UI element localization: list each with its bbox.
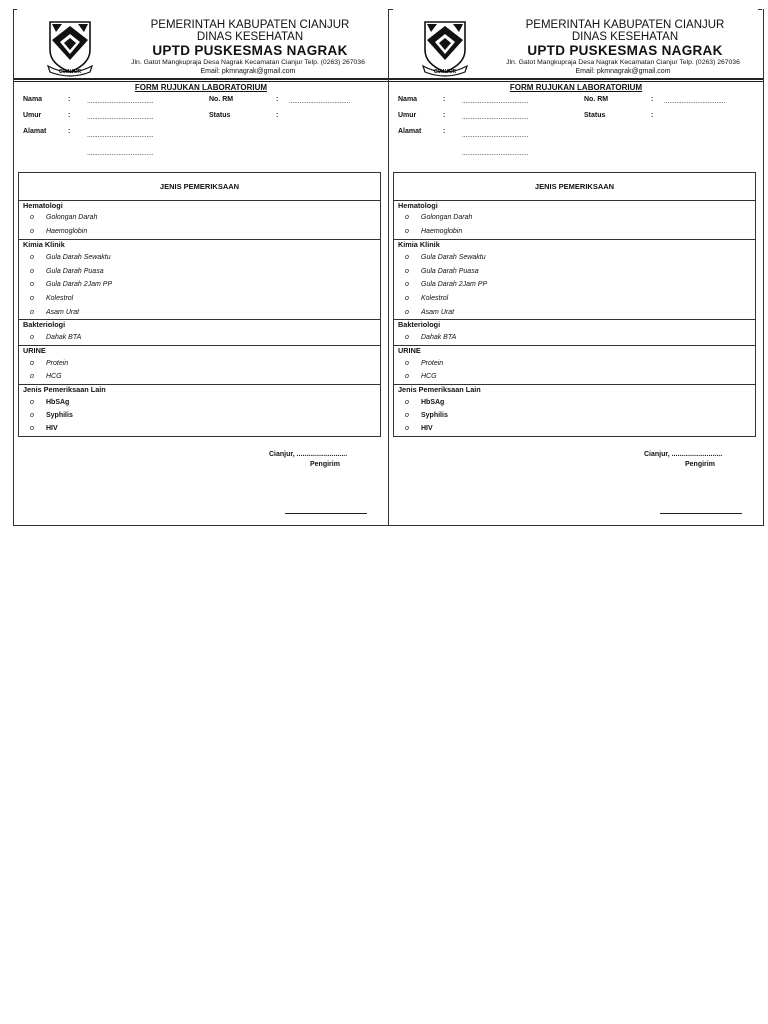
list-item: o Kolestrol (30, 295, 74, 302)
list-item: o HIV (405, 425, 433, 432)
section-hematologi: Hematologi (398, 201, 438, 210)
signature-line (660, 513, 742, 514)
list-item: o Asam Urat (405, 309, 455, 316)
signature-place-date: Cianjur, .......................... (269, 451, 348, 458)
field-alamat-blank: ...................................... (87, 132, 154, 139)
label-nama: Nama (398, 96, 418, 103)
letterhead (393, 12, 759, 80)
field-alamat-blank: ...................................... (87, 150, 154, 157)
colon: : (276, 96, 279, 103)
section-divider (19, 319, 380, 320)
section-divider (394, 239, 755, 240)
letterhead-email: Email: pkmnagrak@gmail.com (200, 68, 296, 75)
list-item: o Protein (405, 360, 444, 367)
colon: : (68, 96, 71, 103)
list-item: o Kolestrol (405, 295, 449, 302)
field-umur-blank: ...................................... (462, 114, 529, 121)
colon: : (443, 112, 446, 119)
form-copy-right (389, 9, 762, 525)
letterhead-government: PEMERINTAH KABUPATEN CIANJUR (525, 19, 725, 31)
signature-place-date: Cianjur, .......................... (644, 451, 723, 458)
letterhead-department: DINAS KESEHATAN (196, 31, 304, 43)
section-divider (394, 319, 755, 320)
list-item: o Gula Darah Sewaktu (30, 254, 111, 261)
label-no-rm: No. RM (209, 96, 234, 103)
letterhead-government: PEMERINTAH KABUPATEN CIANJUR (150, 19, 350, 31)
letterhead (18, 12, 384, 80)
exam-table (18, 172, 381, 437)
colon: : (443, 128, 446, 135)
signature-role: Pengirim (685, 461, 715, 468)
letterhead-address: Jln. Gatot Mangkupraja Desa Nagrak Kecamatan Cianjur Telp. (0263) 267036 (506, 59, 740, 66)
section-jenis-pemeriksaan-lain: Jenis Pemeriksaan Lain (398, 385, 481, 394)
label-alamat: Alamat (398, 128, 422, 135)
list-item: o HbSAg (405, 399, 445, 406)
section-divider (19, 239, 380, 240)
list-item: o Gula Darah Sewaktu (405, 254, 486, 261)
field-nama-blank: ...................................... (462, 98, 529, 105)
letterhead-institution: UPTD PUSKESMAS NAGRAK (527, 43, 723, 58)
list-item: o Gula Darah 2Jam PP (405, 281, 488, 288)
list-item: o HCG (30, 373, 62, 380)
signature-role: Pengirim (310, 461, 340, 468)
section-bakteriologi: Bakteriologi (23, 320, 66, 329)
list-item: o Haemoglobin (30, 228, 88, 235)
list-item: o Haemoglobin (405, 228, 463, 235)
colon: : (443, 96, 446, 103)
section-jenis-pemeriksaan-lain: Jenis Pemeriksaan Lain (23, 385, 106, 394)
letterhead-rule (389, 78, 763, 80)
section-urine: URINE (23, 346, 46, 355)
section-divider (394, 345, 755, 346)
svg-text:CIANJUR: CIANJUR (433, 69, 457, 75)
list-item: o Dahak BTA (30, 334, 82, 341)
list-item: o Gula Darah Puasa (30, 268, 104, 275)
colon: : (276, 112, 279, 119)
cianjur-regency-logo-icon (421, 16, 469, 77)
signature-line (285, 513, 367, 514)
section-kimia-klinik: Kimia Klinik (398, 240, 440, 249)
field-alamat-blank: ...................................... (462, 132, 529, 139)
colon: : (651, 112, 654, 119)
list-item: o Asam Urat (30, 309, 80, 316)
cianjur-regency-logo-icon (46, 16, 94, 77)
list-item: o HIV (30, 425, 58, 432)
letterhead-rule (14, 78, 388, 80)
letterhead-address: Jln. Gatot Mangkupraja Desa Nagrak Kecamatan Cianjur Telp. (0263) 267036 (131, 59, 365, 66)
form-copy-left (14, 9, 388, 525)
list-item: o HCG (405, 373, 437, 380)
label-nama: Nama (23, 96, 43, 103)
section-divider (19, 345, 380, 346)
colon: : (68, 112, 71, 119)
colon: : (651, 96, 654, 103)
exam-table-header: JENIS PEMERIKSAAN (394, 173, 755, 201)
label-alamat: Alamat (23, 128, 47, 135)
colon: : (68, 128, 71, 135)
exam-table-header: JENIS PEMERIKSAAN (19, 173, 380, 201)
list-item: o Syphilis (405, 412, 448, 419)
list-item: o Gula Darah Puasa (405, 268, 479, 275)
list-item: o Protein (30, 360, 69, 367)
list-item: o Syphilis (30, 412, 73, 419)
letterhead-rule (389, 81, 763, 82)
exam-table (393, 172, 756, 437)
label-umur: Umur (23, 112, 42, 119)
list-item: o Golongan Darah (30, 214, 98, 221)
label-status: Status (209, 112, 231, 119)
field-umur-blank: ...................................... (87, 114, 154, 121)
section-bakteriologi: Bakteriologi (398, 320, 441, 329)
letterhead-email: Email: pkmnagrak@gmail.com (575, 68, 671, 75)
label-umur: Umur (398, 112, 417, 119)
list-item: o HbSAg (30, 399, 70, 406)
list-item: o Golongan Darah (405, 214, 473, 221)
form-title: FORM RUJUKAN LABORATORIUM (134, 83, 268, 92)
field-no-rm-blank: ................................... (289, 98, 351, 105)
field-alamat-blank: ...................................... (462, 150, 529, 157)
letterhead-institution: UPTD PUSKESMAS NAGRAK (152, 43, 348, 58)
form-title: FORM RUJUKAN LABORATORIUM (509, 83, 643, 92)
field-no-rm-blank: ................................... (664, 98, 726, 105)
label-status: Status (584, 112, 606, 119)
svg-text:CIANJUR: CIANJUR (58, 69, 82, 75)
section-hematologi: Hematologi (23, 201, 63, 210)
list-item: o Gula Darah 2Jam PP (30, 281, 113, 288)
list-item: o Dahak BTA (405, 334, 457, 341)
section-urine: URINE (398, 346, 421, 355)
letterhead-rule (14, 81, 388, 82)
label-no-rm: No. RM (584, 96, 609, 103)
section-kimia-klinik: Kimia Klinik (23, 240, 65, 249)
field-nama-blank: ...................................... (87, 98, 154, 105)
letterhead-department: DINAS KESEHATAN (571, 31, 679, 43)
